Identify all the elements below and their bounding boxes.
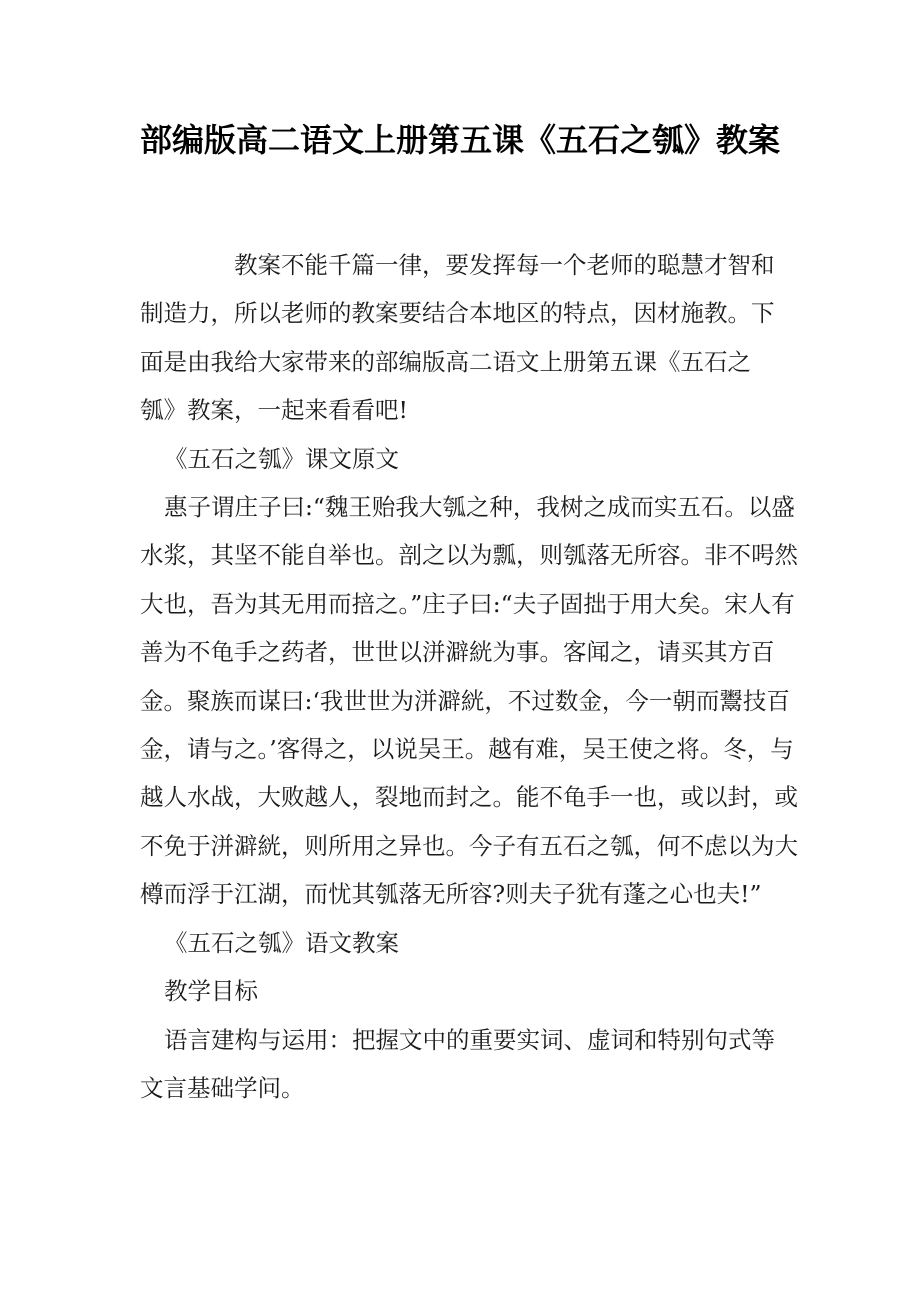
intro-paragraph: 教案不能千篇一律，要发挥每一个老师的聪慧才智和制造力，所以老师的教案要结合本地区的特点，因材施教。下面是由我给大家带来的部编版高二语文上册第五课《五石之瓠》教案，一起来看看吧! — [140, 251, 775, 425]
section-heading-teaching-goals: 教学目标 — [164, 977, 258, 1006]
section-heading-original-text: 《五石之瓠》课文原文 — [164, 444, 399, 473]
document-title: 部编版高二语文上册第五课《五石之瓠》教案 — [140, 121, 781, 159]
section-heading-lesson-plan: 《五石之瓠》语文教案 — [164, 928, 399, 957]
teaching-goal-paragraph: 语言建构与运用：把握文中的重要实词、虚词和特别句式等文言基础学问。 — [140, 1025, 775, 1102]
document-body — [140, 241, 798, 1112]
original-text-paragraph: 惠子谓庄子曰:“魏王贻我大瓠之种，我树之成而实五石。以盛水浆，其坚不能自举也。剖之以为瓢，则瓠落无所容。非不呺然大也，吾为其无用而掊之。”庄子曰:“夫子固拙于用大矣。宋人有善为不龟手之药者，世世以洴澼絖为事。客闻之，请买其方百金。聚族而谋曰:‘我世世为洴澼絖，不过数金，今一朝而鬻技百金，请与之。’客得之，以说吴王。越有难，吴王使之将。冬，与越人水战，大败越人，裂地而封之。能不龟手一也，或以封，或不免于洴澼絖，则所用之异也。今子有五石之瓠，何不虑以为大樽而浮于江湖，而忧其瓠落无所容?则夫子犹有蓬之心也夫!” — [140, 493, 798, 909]
